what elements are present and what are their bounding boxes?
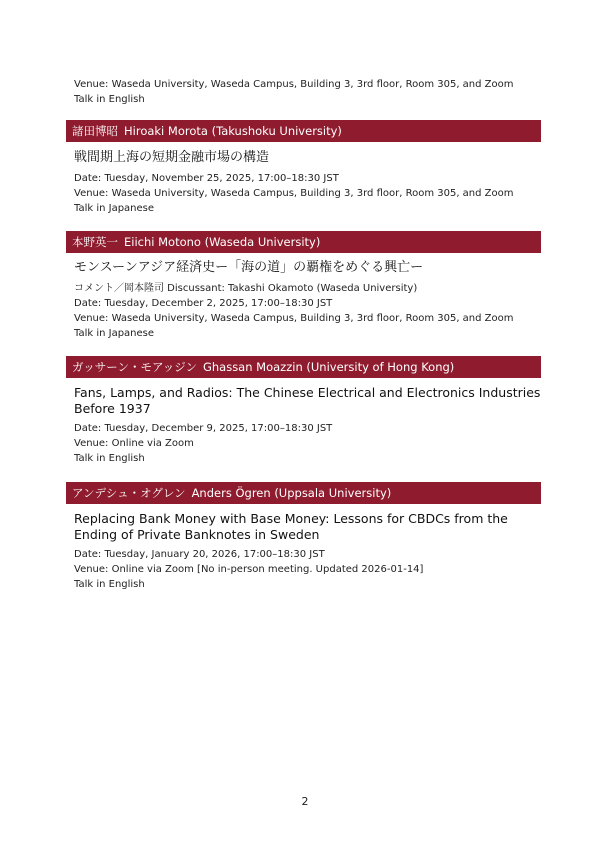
venue-text: Venue: Waseda University, Waseda Campus, Building 3, 3rd floor, Room 305, and Zoom [74,313,514,324]
language-text: Talk in English [74,94,145,105]
speaker-name-en: Hiroaki Morota (Takushoku University) [124,124,342,138]
talk-title: Replacing Bank Money with Base Money: Lessons for CBDCs from the Ending of Private Banknotes in Sweden [74,511,508,542]
discussant-text: コメント／岡本隆司 Discussant: Takashi Okamoto (Waseda University) [74,283,418,294]
talk-details [74,281,514,341]
talk-details [74,171,514,216]
speaker-name-en: Ghassan Moazzin (University of Hong Kong) [202,360,455,374]
previous-talk-details [74,77,514,107]
date-text: Date: Tuesday, November 25, 2025, 17:00–18:30 JST [74,173,339,184]
talk-title: モンスーンアジア経済史ー「海の道」の覇権をめぐる興亡ー [74,260,424,275]
speaker-header-morota [66,120,541,142]
talk-details [74,547,423,592]
venue-text: Venue: Waseda University, Waseda Campus, Building 3, 3rd floor, Room 305, and Zoom [74,79,514,90]
speaker-name-jp: 諸田博昭 [72,124,118,138]
date-text: Date: Tuesday, December 9, 2025, 17:00–18:30 JST [74,423,333,434]
date-text: Date: Tuesday, January 20, 2026, 17:00–18:30 JST [74,549,325,560]
date-text: Date: Tuesday, December 2, 2025, 17:00–18:30 JST [74,298,333,309]
speaker-name-jp: アンデシュ・オグレン [72,486,186,500]
venue-text: Venue: Waseda University, Waseda Campus, Building 3, 3rd floor, Room 305, and Zoom [74,188,514,199]
speaker-header-ogren [66,482,541,504]
speaker-name-en: Anders Ögren (Uppsala University) [191,486,392,500]
speaker-name-jp: 本野英一 [72,235,118,249]
speaker-header-motono [66,231,541,253]
speaker-header-moazzin [66,356,541,378]
venue-text: Venue: Online via Zoom [74,438,194,449]
venue-text: Venue: Online via Zoom [No in-person meeting. Updated 2026-01-14] [74,564,424,575]
speaker-name-jp: ガッサーン・モアッジン [72,360,197,374]
language-text: Talk in English [74,453,145,464]
speaker-name-en: Eiichi Motono (Waseda University) [124,235,321,249]
language-text: Talk in Japanese [74,328,155,339]
language-text: Talk in Japanese [74,203,155,214]
talk-title: Fans, Lamps, and Radios: The Chinese Electrical and Electronics Industries Before 1937 [74,385,541,416]
talk-title: 戦間期上海の短期金融市場の構造 [74,150,270,165]
page-number: 2 [301,795,309,808]
language-text: Talk in English [74,579,145,590]
talk-details [74,421,332,466]
